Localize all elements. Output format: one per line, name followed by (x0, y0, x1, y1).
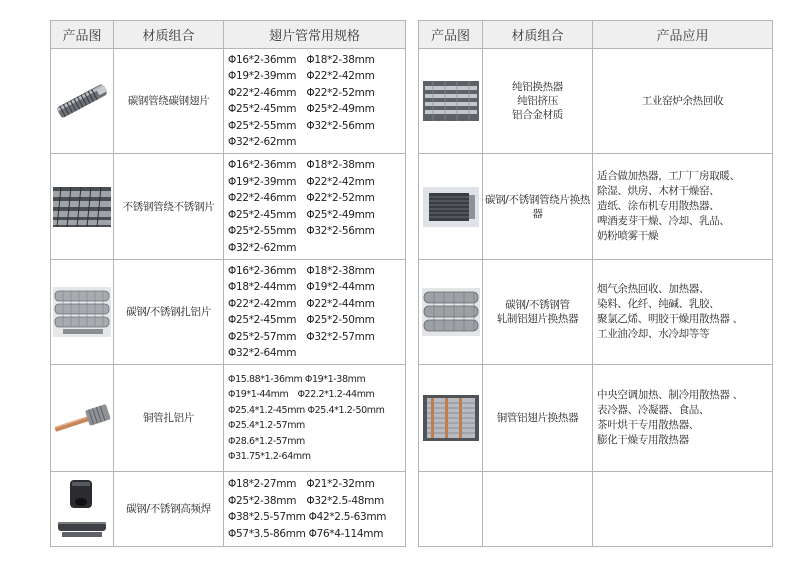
material-cell (483, 472, 593, 547)
spec-line: Φ25*2-55mm Φ32*2-56mm (228, 119, 375, 132)
application-line: 表冷器、冷凝器、食品、 (597, 404, 710, 416)
table-row (419, 49, 773, 154)
product-image-cell (419, 365, 483, 472)
spec-cell (224, 49, 406, 154)
application-line: 奶粉喷雾干燥 (597, 230, 659, 242)
material-line: 碳钢/不锈钢管 (505, 299, 570, 311)
material-cell: 碳钢管绕碳钢翅片 (114, 49, 224, 154)
spec-cell (224, 365, 406, 472)
table-row (51, 365, 406, 472)
table-row (419, 154, 773, 260)
table-row (51, 260, 406, 365)
header-product-image: 产品图 (51, 21, 114, 49)
spec-line: Φ28.6*1.2-57mm (228, 435, 305, 447)
spec-line: Φ18*2-27mm Φ21*2-32mm (228, 478, 375, 490)
application-cell (593, 260, 773, 365)
application-cell (593, 49, 773, 154)
header-application: 产品应用 (593, 21, 773, 49)
product-image-cell (51, 260, 114, 365)
spec-line: Φ16*2-36mm Φ18*2-38mm (228, 264, 375, 277)
spec-line: Φ22*2-46mm Φ22*2-52mm (228, 86, 375, 99)
application-cell (593, 154, 773, 260)
material-cell: 铜管扎铝片 (114, 365, 224, 472)
product-image-cell (51, 365, 114, 472)
spec-cell (224, 260, 406, 365)
spec-line: Φ25*2-38mm Φ32*2.5-48mm (228, 494, 384, 507)
copper-tube-fin-icon (53, 398, 111, 438)
spec-line: Φ31.75*1.2-64mm (228, 451, 311, 462)
application-line: 中央空调加热、制冷用散热器 、 (597, 389, 743, 401)
spec-line: Φ25*2-55mm Φ32*2-56mm (228, 225, 375, 237)
application-cell (593, 365, 773, 472)
table-row (51, 472, 406, 547)
application-line: 染料、化纤、纯碱、乳胶、 (597, 298, 720, 310)
spec-line: Φ19*1-44mm Φ22.2*1.2-44mm (228, 389, 375, 400)
header-material: 材质组合 (114, 21, 224, 49)
spec-line: Φ22*2-46mm Φ22*2-52mm (228, 192, 375, 204)
spec-table (50, 20, 406, 547)
material-cell: 碳钢/不锈钢高频焊 (114, 472, 224, 547)
spec-line: Φ32*2-62mm (228, 241, 297, 254)
application-line: 膨化干燥专用散热器 (597, 434, 689, 446)
table-row (419, 260, 773, 365)
spec-cell (224, 472, 406, 547)
application-line: 茶叶烘干专用散热器、 (597, 419, 699, 431)
material-cell (483, 365, 593, 472)
product-image-cell (51, 472, 114, 547)
table-row (51, 154, 406, 260)
spec-line: Φ15.88*1-36mm Φ19*1-38mm (228, 373, 366, 385)
application-line: 造纸、涂布机专用散热器、 (597, 200, 720, 212)
spec-line: Φ25.4*1.2-57mm (228, 420, 305, 431)
application-table (418, 20, 773, 547)
material-cell (483, 154, 593, 260)
spiral-fin-tube-icon (54, 76, 110, 126)
spec-line: Φ25*2-57mm Φ32*2-57mm (228, 330, 375, 343)
product-image-cell (51, 49, 114, 154)
spec-line: Φ19*2-39mm Φ22*2-42mm (228, 175, 375, 188)
product-image-cell (419, 49, 483, 154)
spec-line: Φ25*2-45mm Φ25*2-50mm (228, 314, 375, 326)
spec-line: Φ25*2-45mm Φ25*2-49mm (228, 103, 375, 115)
aluminum-finned-tubes-icon (53, 287, 111, 337)
material-cell: 碳钢/不锈钢扎铝片 (114, 260, 224, 365)
spec-line: Φ38*2.5-57mm Φ42*2.5-63mm (228, 511, 387, 523)
product-image-cell (51, 154, 114, 260)
application-line: 工业油冷却、水冷却等等 (597, 328, 710, 340)
application-line: 除湿、烘房、木材干燥窑、 (597, 185, 720, 197)
application-line: 烟气余热回收、加热器、 (597, 283, 710, 295)
material-line: 纯铝换热器 (512, 81, 563, 93)
material-line: 铜管铝翅片换热器 (496, 412, 579, 424)
material-cell (483, 49, 593, 154)
product-image-cell (419, 260, 483, 365)
header-row (51, 21, 406, 49)
application-line: 工业窑炉余热回收 (641, 94, 724, 107)
application-cell (593, 472, 773, 547)
material-cell: 不锈钢管绕不锈钢片 (114, 154, 224, 260)
application-line: 啤酒麦芽干燥、冷却、乳品、 (597, 215, 730, 227)
material-line: 碳钢/不锈钢管绕片换热器 (484, 193, 591, 220)
material-cell (483, 260, 593, 365)
spec-line: Φ16*2-36mm Φ18*2-38mm (228, 53, 375, 66)
spec-line: Φ32*2-64mm (228, 347, 297, 359)
material-line: 铝合金材质 (512, 109, 563, 121)
spec-line: Φ22*2-42mm Φ22*2-44mm (228, 297, 375, 310)
spec-line: Φ19*2-39mm Φ22*2-42mm (228, 70, 375, 82)
table-row (51, 49, 406, 154)
aluminum-heat-exchanger-icon (423, 81, 479, 121)
table-row (419, 472, 773, 547)
header-specs: 翅片管常用规格 (224, 21, 406, 49)
spec-line: Φ25*2-45mm Φ25*2-49mm (228, 208, 375, 221)
spec-cell (224, 154, 406, 260)
header-product-image: 产品图 (419, 21, 483, 49)
spec-line: Φ57*3.5-86mm Φ76*4-114mm (228, 527, 384, 540)
hf-welded-fin-tube-icon (54, 478, 110, 540)
stainless-fin-tubes-icon (53, 187, 111, 227)
product-image-cell (419, 154, 483, 260)
material-line: 纯铝挤压 (517, 95, 558, 107)
product-image-cell (419, 472, 483, 547)
header-material: 材质组合 (483, 21, 593, 49)
table-row (419, 365, 773, 472)
rolled-fin-exchanger-icon (422, 288, 480, 336)
material-line: 轧制铝翅片换热器 (496, 313, 579, 325)
fin-coil-exchanger-icon (423, 187, 479, 227)
spec-line: Φ25.4*1.2-45mm Φ25.4*1.2-50mm (228, 404, 385, 416)
header-row (419, 21, 773, 49)
application-line: 适合做加热器，工厂厂房取暖、 (597, 170, 740, 182)
spec-line: Φ32*2-62mm (228, 136, 297, 148)
application-line: 聚氯乙烯、明胶干燥用散热器 、 (597, 313, 743, 325)
copper-aluminum-exchanger-icon (423, 395, 479, 441)
spec-line: Φ16*2-36mm Φ18*2-38mm (228, 159, 375, 171)
spec-line: Φ18*2-44mm Φ19*2-44mm (228, 281, 375, 293)
